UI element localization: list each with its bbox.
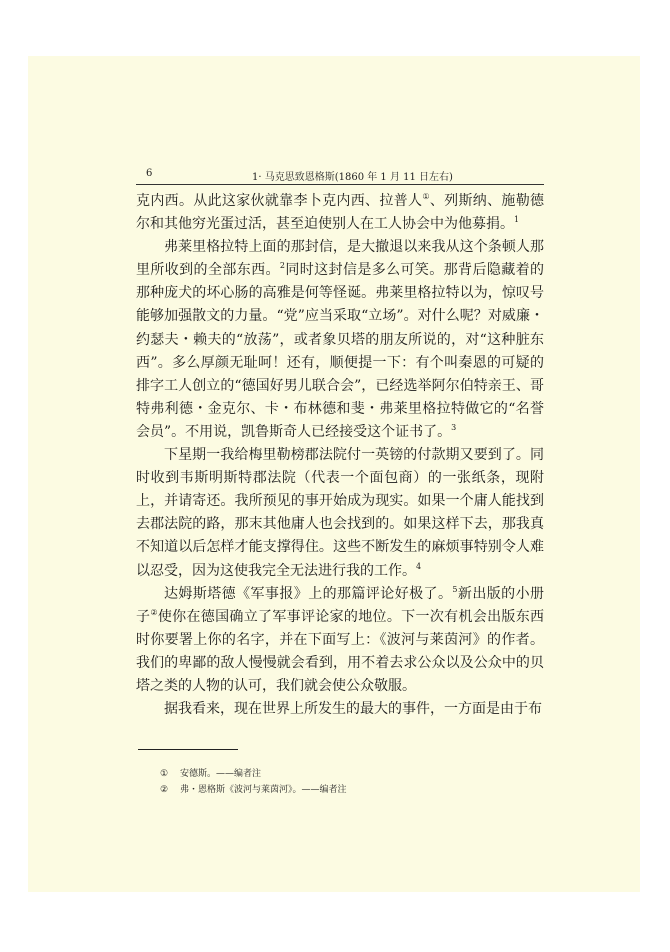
note-marker: ②	[150, 607, 158, 617]
paragraph	[136, 698, 544, 721]
paragraph	[136, 444, 544, 583]
note-marker: 1	[514, 215, 520, 225]
footnotes	[160, 766, 540, 798]
text-run: 弗莱里格拉特上面的那封信，是大撤退以来我从这个条顿人那里所收到的全部东西。	[136, 239, 544, 279]
text-run: 达姆斯塔德《军事报》上的那篇评论好极了。	[164, 585, 453, 602]
footnote-mark: ①	[160, 769, 169, 779]
note-marker: 4	[416, 561, 422, 571]
footnote-mark: ②	[160, 785, 169, 795]
footnote-text: 安德斯。——编者注	[180, 769, 262, 779]
text-run: 下星期一我给梅里勒榜郡法院付一英镑的付款期又要到了。同时收到韦斯明斯特郡法院（代表一个面包商）的一张纸条，现附上，并请寄还。我所预见的事开始成为现实。如果一个庸人能找到去郡法院的路，那末其他庸人也会找到的。如果这样下去，那我真不知道以后怎样才能支撑得住。这些不断发生的麻烦事特别令人难以忍受，因为这使我完全无法进行我的工作。	[136, 447, 544, 579]
text-run: 、列斯纳、施勒德尔和其他穷光蛋过活，甚至迫使别人在工人协会中为他募捐。	[136, 193, 545, 233]
page-header	[136, 164, 544, 185]
paragraph	[136, 190, 544, 236]
paragraph	[136, 236, 544, 444]
note-marker: 5	[452, 584, 458, 594]
paragraph	[136, 583, 544, 698]
body-text	[136, 190, 544, 721]
note-marker: 3	[451, 422, 457, 432]
text-run: 克内西。从此这家伙就靠李卜克内西、拉普人	[136, 193, 423, 209]
text-run: 使你在德国确立了军事评论家的地位。下一次有机会出版东西时你要署上你的名字，并在下面写上：《波河与莱茵河》的作者。我们的卑鄙的敌人慢慢就会看到，用不着去求公众以及公众中的贝塔之类的人物的认可，我们就会使公众敬服。	[136, 608, 545, 694]
running-title: 1· 马克思致恩格斯(1860 年 1 月 11 日左右)	[252, 172, 453, 183]
footnote	[160, 782, 540, 798]
footnote-divider	[138, 749, 238, 750]
footnote	[160, 766, 540, 782]
note-marker: 2	[279, 261, 285, 271]
footnote-text: 弗・恩格斯《波河与莱茵河》。——编者注	[180, 785, 347, 795]
text-run: 同时这封信是多么可笑。那背后隐藏着的那种庞犬的坏心肠的高雅是何等怪诞。弗莱里格拉特以为，惊叹号能够加强散文的力量。“党”应当采取“立场”。对什么呢？对威廉・约瑟夫・赖夫的“放荡”，或者象贝塔的朋友所说的，对“这种脏东西”。多么厚颜无耻呵！还有，顺便提一下：有个叫秦恩的可疑的排字工人创立的“德国好男儿联合会”，已经选举阿尔伯特亲王、哥特弗利德・金克尔、卡・布林德和斐・弗莱里格拉特做它的“名誉会员”。不用说，凯鲁斯奇人已经接受这个证书了。	[136, 262, 545, 440]
text-run: 新出版的小册子	[136, 585, 545, 625]
note-marker: ①	[422, 192, 430, 201]
text-run: 据我看来，现在世界上所发生的最大的事件，一方面是由于布	[164, 701, 542, 718]
page-number: 6	[146, 168, 153, 179]
